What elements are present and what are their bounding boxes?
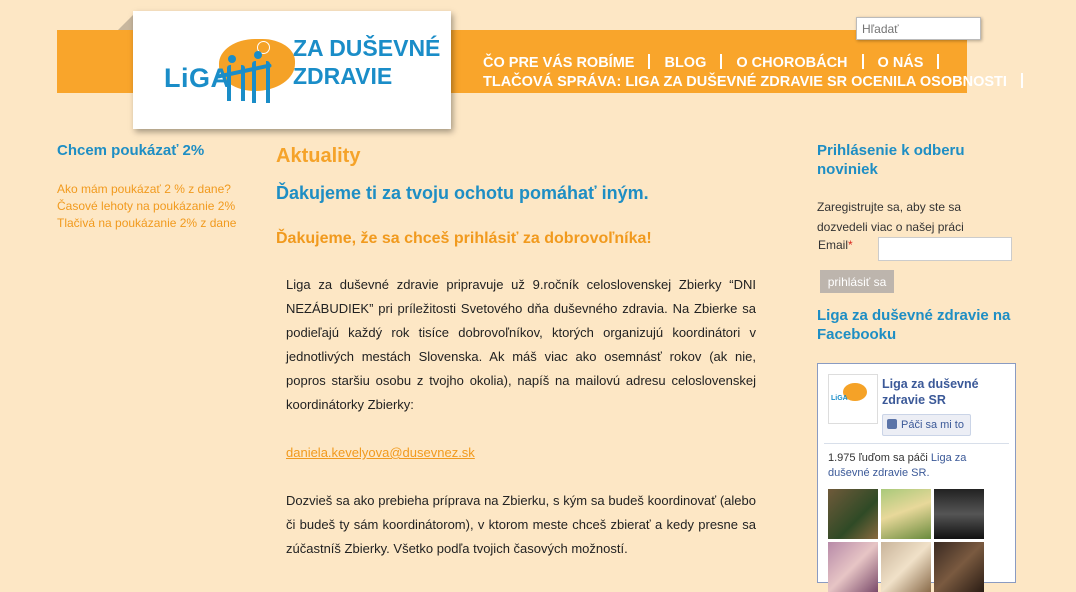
newsletter-title: Prihlásenie k odberu noviniek <box>817 142 965 178</box>
fb-count-text: 1.975 ľuďom sa páči <box>828 452 931 464</box>
required-mark: * <box>848 238 853 252</box>
email-label-text: Email <box>818 238 849 252</box>
fb-like-label: Páči sa mi to <box>901 419 964 431</box>
search-input[interactable] <box>856 17 981 40</box>
logo-figure-body <box>252 61 270 103</box>
fan-avatar[interactable] <box>934 489 984 539</box>
fb-page-name[interactable]: Liga za duševné zdravie SR <box>882 377 979 407</box>
nav-item-blog[interactable]: BLOG <box>664 55 707 71</box>
logo-liga-text: LiGA <box>164 63 231 93</box>
logo-za-dusevne-text: ZA DUŠEVNÉ <box>293 35 441 61</box>
donate-link-deadlines[interactable]: Časové lehoty na poukázanie 2% <box>57 199 236 213</box>
coordinator-email-link[interactable]: daniela.kevelyova@dusevnez.sk <box>286 445 475 460</box>
site-logo[interactable] <box>133 11 451 129</box>
nav-separator <box>1021 73 1023 88</box>
donate-2-percent-title: Chcem poukázať 2% <box>57 142 205 159</box>
fan-avatar[interactable] <box>881 542 931 592</box>
donate-link-forms[interactable]: Tlačivá na poukázanie 2% z dane <box>57 216 237 230</box>
nav-separator <box>720 54 722 69</box>
article-subtitle: Ďakujeme, že sa chceš prihlásiť za dobrovoľníka! <box>276 230 652 247</box>
nav-item-press-release[interactable]: TLAČOVÁ SPRÁVA: LIGA ZA DUŠEVNÉ ZDRAVIE SR OCENILA OSOBNOSTI <box>483 74 1007 90</box>
newsletter-email-field[interactable] <box>878 237 1012 261</box>
subscribe-button[interactable]: prihlásiť sa <box>820 270 894 293</box>
paragraph-gap <box>286 417 756 441</box>
logo-zdravie-text: ZDRAVIE <box>293 63 393 89</box>
fan-avatar[interactable] <box>828 489 878 539</box>
newsletter-text: Zaregistrujte sa, aby ste sa dozvedeli viac o našej práci <box>817 200 964 234</box>
nav-item-co-pre-vas-robime[interactable]: ČO PRE VÁS ROBÍME <box>483 55 635 71</box>
header-notch <box>118 14 134 30</box>
article-body <box>286 273 756 561</box>
main-nav <box>483 54 953 72</box>
fb-avatar-text: LiGA <box>831 395 848 402</box>
article-paragraph: Dozvieš sa ako prebieha príprava na Zbierku, s kým sa budeš koordinovať (alebo či budeš ty sám koordinátorom), v ktorom meste chceš zbierať a kedy presne sa zúčastníš Zbierky. Všetko podľa tvojich časových možností. <box>286 493 756 556</box>
nav-item-o-nas[interactable]: O NÁS <box>877 55 924 71</box>
fb-like-button[interactable] <box>882 414 971 436</box>
nav-separator <box>862 54 864 69</box>
fb-count-page-link[interactable]: Liga za duševné zdravie SR. <box>828 452 967 479</box>
facebook-widget <box>817 363 1016 583</box>
donate-links <box>57 181 236 232</box>
fan-avatar[interactable] <box>881 489 931 539</box>
section-heading: Aktuality <box>276 145 361 167</box>
paragraph-gap <box>286 465 756 489</box>
nav-item-o-chorobach[interactable]: O CHOROBÁCH <box>736 55 848 71</box>
email-label <box>818 238 853 252</box>
facebook-section-title: Liga za duševné zdravie na Facebooku <box>817 307 1011 343</box>
donate-link-how[interactable]: Ako mám poukázať 2 % z dane? <box>57 182 231 196</box>
main-nav-row2 <box>483 73 1037 91</box>
nav-separator <box>937 54 939 69</box>
fb-page-avatar[interactable] <box>828 374 878 424</box>
logo-figure-head-icon <box>228 55 236 63</box>
fb-like-count <box>828 451 1008 481</box>
nav-separator <box>648 54 650 69</box>
thumbs-up-icon <box>887 419 897 429</box>
fan-avatar[interactable] <box>828 542 878 592</box>
article-paragraph: Liga za duševné zdravie pripravuje už 9.ročník celoslovenskej Zbierky “DNI NEZÁBUDIEK” pri príležitosti Svetového dňa duševného zdravia. Na Zbierke sa podieľajú každý rok tisíce dobrovoľníkov, ktorých organizujú koordinátori v jednotlivých mestách Slovenska. Ak máš viac ako osemnásť rokov (ak nie, popros staršiu osobu z tvojho okolia), napíš na mailovú adresu celoslovenskej koordinátorky Zbierky: <box>286 277 756 412</box>
logo-figure-head-icon <box>254 51 262 59</box>
article-title: Ďakujeme ti za tvoju ochotu pomáhať iným. <box>276 183 649 203</box>
fb-divider <box>824 443 1009 444</box>
fan-avatar[interactable] <box>934 542 984 592</box>
